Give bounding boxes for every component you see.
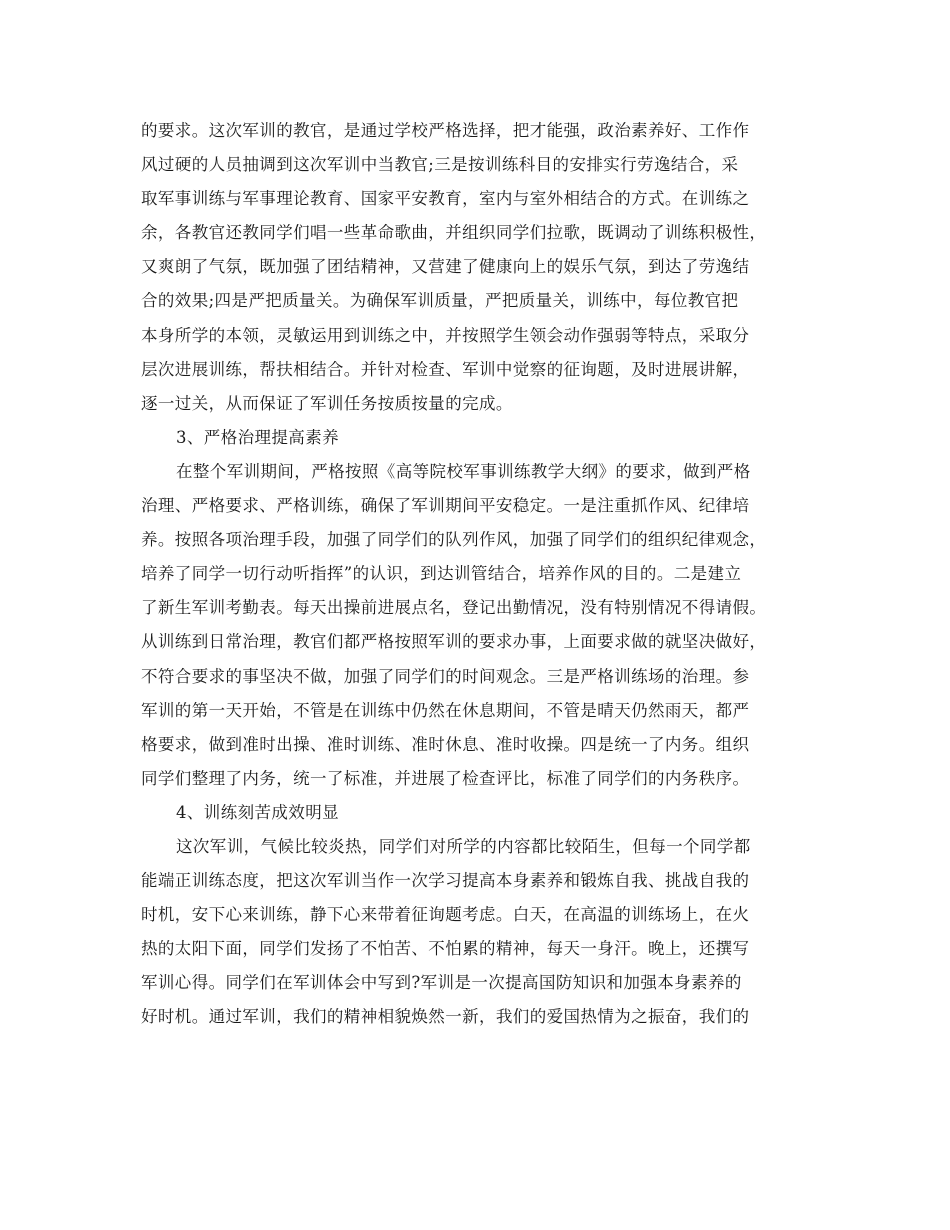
text-line: 层次进展训练，帮扶相结合。并针对检查、军训中觉察的征询题，及时进展讲解， <box>141 359 750 379</box>
text-line: 又爽朗了气氛，既加强了团结精神，又营建了健康向上的娱乐气氛，到达了劳逸结 <box>141 257 750 277</box>
text-line: 军训心得。同学们在军训体会中写到?军训是一次提高国防知识和加强本身素养的 <box>141 973 742 993</box>
text-line: 好时机。通过军训，我们的精神相貌焕然一新，我们的爱国热情为之振奋，我们的 <box>141 1007 750 1027</box>
text-line: 这次军训，气候比较炎热，同学们对所学的内容都比较陌生，但每一个同学都 <box>176 836 751 856</box>
text-line: 3、严格治理提高素养 <box>176 427 339 447</box>
text-line: 在整个军训期间，严格按照《高等院校军事训练教学大纲》的要求，做到严格 <box>176 461 751 481</box>
text-line: 培养了同学一切行动听指挥”的认识，到达训管结合，培养作风的目的。二是建立 <box>141 564 742 584</box>
text-line: 逐一过关，从而保证了军训任务按质按量的完成。 <box>141 393 513 413</box>
text-line: 合的效果;四是严把质量关。为确保军训质量，严把质量关，训练中，每位教官把 <box>141 291 739 311</box>
text-line: 余，各教官还教同学们唱一些革命歌曲，并组织同学们拉歌，既调动了训练积极性， <box>141 223 767 243</box>
text-line: 从训练到日常治理，教官们都严格按照军训的要求办事，上面要求做的就坚决做好， <box>141 632 767 652</box>
text-line: 了新生军训考勤表。每天出操前进展点名，登记出勤情况，没有特别情况不得请假。 <box>141 598 767 618</box>
text-line: 的要求。这次军训的教官，是通过学校严格选择，把才能强，政治素养好、工作作 <box>141 121 750 140</box>
text-line: 治理、严格要求、严格训练，确保了军训期间平安稳定。一是注重抓作风、纪律培 <box>141 496 750 516</box>
text-line: 军训的第一天开始，不管是在训练中仍然在休息期间，不管是晴天仍然雨天，都严 <box>141 700 750 720</box>
text-line: 风过硬的人员抽调到这次军训中当教官;三是按训练科目的安排实行劳逸结合，采 <box>141 155 739 175</box>
text-line: 取军事训练与军事理论教育、国家平安教育，室内与室外相结合的方式。在训练之 <box>141 189 750 209</box>
text-line: 养。按照各项治理手段，加强了同学们的队列作风，加强了同学们的组织纪律观念， <box>141 530 767 550</box>
text-line: 不符合要求的事坚决不做，加强了同学们的时间观念。三是严格训练场的治理。参 <box>141 666 750 686</box>
text-line: 时机，安下心来训练，静下心来带着征询题考虑。白天，在高温的训练场上，在火 <box>141 905 750 925</box>
text-line: 4、训练刻苦成效明显 <box>176 802 339 822</box>
text-line: 本身所学的本领，灵敏运用到训练之中，并按照学生领会动作强弱等特点，采取分 <box>141 325 750 345</box>
text-line: 同学们整理了内务，统一了标准，并进展了检查评比，标准了同学们的内务秩序。 <box>141 768 750 788</box>
text-line: 热的太阳下面，同学们发扬了不怕苦、不怕累的精神，每天一身汗。晚上，还撰写 <box>141 939 750 959</box>
text-line: 格要求，做到准时出操、准时训练、准时休息、准时收操。四是统一了内务。组织 <box>141 734 750 754</box>
document-body <box>141 114 821 1035</box>
text-line: 能端正训练态度，把这次军训当作一次学习提高本身素养和锻炼自我、挑战自我的 <box>141 871 750 891</box>
